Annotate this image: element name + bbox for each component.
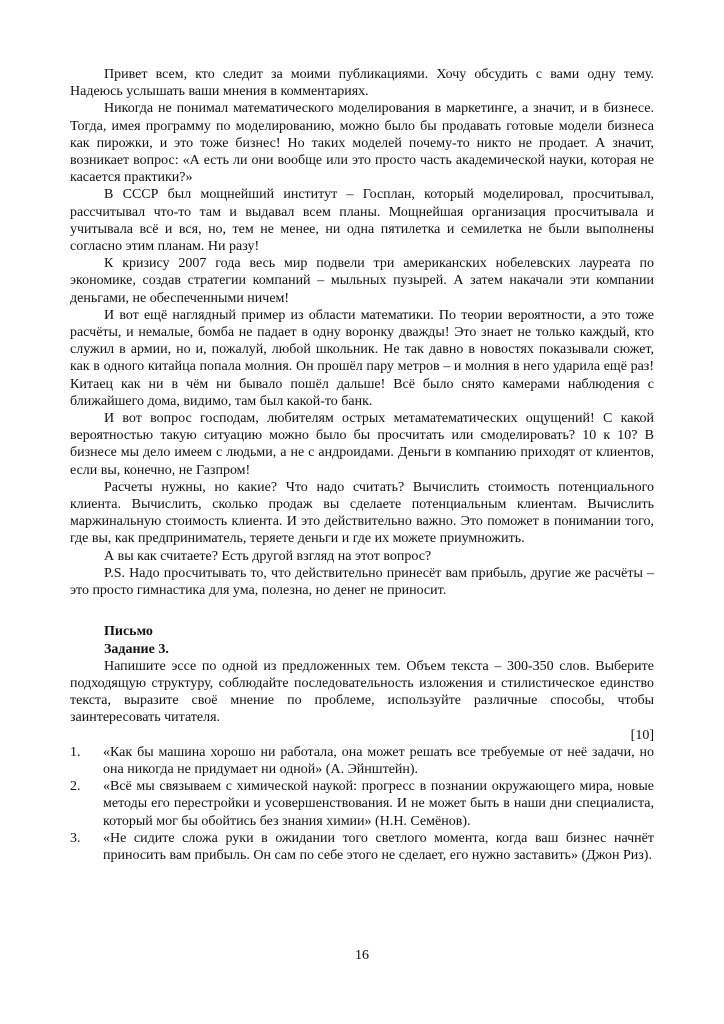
- topic-item: [70, 830, 654, 864]
- article-paragraph: А вы как считаете? Есть другой взгляд на этот вопрос?: [104, 548, 432, 564]
- article-paragraph: P.S. Надо просчитывать то, что действительно принесёт вам прибыль, другие же расчёты – это просто гимнастика для ума, полезна, но денег не приносит.: [70, 565, 654, 599]
- topic-item: [70, 744, 654, 778]
- topic-number: 3.: [70, 830, 81, 846]
- article-body: [70, 66, 654, 599]
- section-spacer: [70, 599, 654, 623]
- writing-section: [70, 623, 654, 864]
- article-paragraph: В СССР был мощнейший институт – Госплан, который моделировал, просчитывал, рассчитывал что-то там и выдавал всем планы. Мощнейшая организация просчитывала и учитывала всё и вся, но, тем не менее, ни одна пятилетка и семилетка не были выполнены согласно этим планам. Ни разу!: [70, 187, 654, 255]
- article-paragraph: И вот вопрос господам, любителям острых метаматематических ощущений! С какой вероятностью такую ситуацию можно было бы просчитать или смоделировать? 10 к 10? В бизнесе мы дело имеем с людьми, а не с андроидами. Деньги в компанию приходят от клиентов, если вы, конечно, не Газпром!: [70, 411, 654, 478]
- article-paragraph: К кризису 2007 года весь мир подвели три американских нобелевских лауреата по экономике, создав стратегии компаний – мыльных пузырей. А затем накачали эти компании деньгами, не обеспеченными ничем!: [70, 256, 654, 306]
- article-paragraph: Привет всем, кто следит за моими публикациями. Хочу обсудить с вами одну тему. Надеюсь услышать ваши мнения в комментариях.: [70, 67, 654, 100]
- topic-text: «Всё мы связываем с химической наукой: прогресс в познании окружающего мира, новые методы его перестройки и усовершенствования. И не может быть в наши дни специалиста, который мог бы обойтись без знания химии» (Н.Н. Семёнов).: [103, 779, 654, 829]
- task-instruction: Напишите эссе по одной из предложенных тем. Объем текста – 300-350 слов. Выберите подходящую структуру, соблюдайте последовательность изложения и стилистическое единство текста, выразите своё мнение по проблеме, используйте различные способы, чтобы заинтересовать читателя.: [70, 658, 654, 726]
- points-label: [10]: [630, 727, 654, 743]
- topic-text: «Не сидите сложа руки в ожидании того светлого момента, когда ваш бизнес начнёт приносить вам прибыль. Он сам по себе этого не сделает, его нужно заставить» (Джон Риз).: [103, 830, 654, 863]
- article-paragraph: Никогда не понимал математического моделирования в маркетинге, а значит, и в бизнесе. Тогда, имея программу по моделированию, можно было бы продавать готовые модели бизнеса как пирожки, и это тоже бизнес! Но таких моделей почему-то никто не продает. А значит, возникает вопрос: «А есть ли они вообще или это просто часть академической науки, которая не касается практики?»: [70, 101, 654, 186]
- section-title: Письмо: [104, 624, 153, 640]
- document-page: [70, 66, 654, 864]
- topic-number: 1.: [70, 744, 81, 760]
- topic-item: [70, 778, 654, 830]
- article-paragraph: И вот ещё наглядный пример из области математики. По теории вероятности, а это тоже расчёты, и немалые, бомба не падает в одну воронку дважды! Это знает не только каждый, кто служил в армии, но и, пожалуй, любой школьник. Не так давно в новостях показывали сюжет, как в одного китайца попала молния. Он прошёл пару метров – и молния в него ударила ещё раз! Китаец как ни в чём ни бывало пошёл дальше! Всё было снято камерами наблюдения с ближайшего дома, видимо, там был какой-то банк.: [70, 307, 654, 409]
- page-number: 16: [355, 948, 369, 963]
- article-paragraph: Расчеты нужны, но какие? Что надо считать? Вычислить стоимость потенциального клиента. Вычислить, сколько продаж вы сделаете потенциальным клиентам. Вычислить маржинальную стоимость клиента. И это действительно важно. Это поможет в понимании того, где вы, как предприниматель, теряете деньги и где их можете приумножить.: [70, 479, 654, 547]
- topic-text: «Как бы машина хорошо ни работала, она может решать все требуемые от неё задачи, но она никогда не придумает ни одной» (А. Эйнштейн).: [103, 744, 654, 777]
- topic-number: 2.: [70, 779, 81, 795]
- topic-list: [70, 744, 654, 864]
- task-title: Задание 3.: [104, 641, 169, 657]
